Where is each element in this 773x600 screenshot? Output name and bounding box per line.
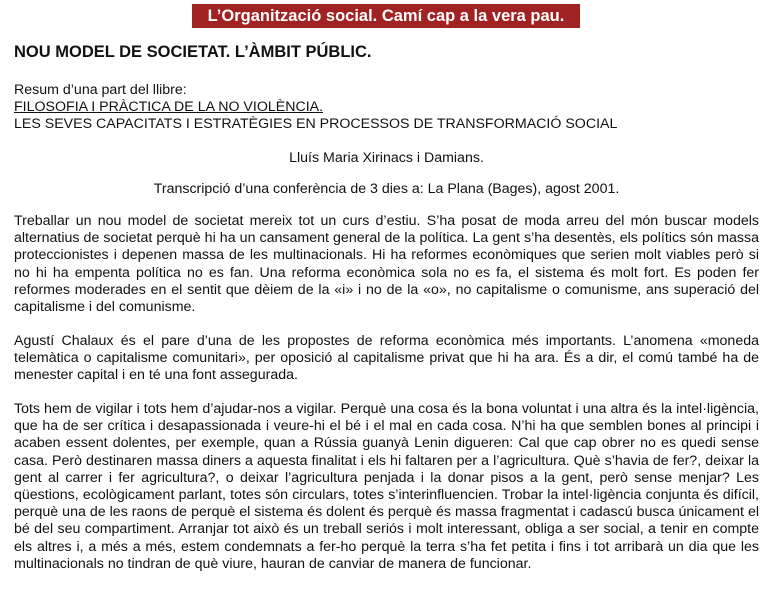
author-name: Lluís Maria Xirinacs i Damians. <box>289 150 484 166</box>
paragraph: Treballar un nou model de societat mereix tot un curs d’estiu. S’ha posat de moda arreu del món buscar models alternatius de societat perquè hi ha un cansament general de la política. La gent s’ha desentès, els polítics són massa proteccionistes i depenen massa de les multinacionals. Hi ha reformes econòmiques que serien molt viables però si no hi ha empenta política no es fan. Una reforma econòmica sola no es fa, el sistema és molt fort. Es poden fer reformes moderades en el sentit que dèiem de la «i» i no de la «o», no capitalisme o comunisme, ans superació del capitalisme i del comunisme. <box>14 213 759 316</box>
paragraph: Agustí Chalaux és el pare d’una de les propostes de reforma econòmica més importants. L’anomena «moneda telemàtica o capitalisme comunitari», per oposició al capitalisme privat que hi ha ara. És a dir, el comú també ha de menester capital i en té una font assegurada. <box>14 333 759 384</box>
book-intro: Resum d’una part del llibre: <box>14 82 187 98</box>
book-subtitle: LES SEVES CAPACITATS I ESTRATÈGIES EN PROCESSOS DE TRANSFORMACIÓ SOCIAL <box>14 116 618 132</box>
book-reference <box>14 82 617 133</box>
paragraph: Tots hem de vigilar i tots hem d’ajudar-nos a vigilar. Perquè una cosa és la bona voluntat i una altra és la intel·ligència, que ha de ser crítica i desapassionada i veure-hi el bé i el mal en cada cosa. N’hi ha que semblen bones al principi i acaben essent dolentes, per exemple, quan a Rússia guanyà Lenin digueren: Cal que cap obrer no es quedi sense casa. Però destinaren massa diners a aquesta finalitat i els hi faltaren per a l’agricultura. Què s’havia de fer?, deixar la gent al carrer i fer agricultura?, o deixar l’agricultura penjada i la donar pisos a la gent, però sense menjar? Les qüestions, ecològicament parlant, totes són circulars, totes s’interinfluencien. Trobar la intel·ligència conjunta és difícil, perquè una de les raons de perquè el sistema és dolent és perquè és massa fragmentat i cadascú busca únicament el bé del seu compartiment. Arranjar tot això és un treball seriós i molt interessant, obliga a ser social, a tenir en compte els altres i, a més a més, estem condemnats a fer-ho perquè la terra s’ha fet petita i fins i tot arribarà un dia que les multinacionals no tindran de què viure, hauran de canviar de manera de funcionar. <box>14 401 759 572</box>
header-banner: L’Organització social. Camí cap a la vera pau. <box>192 4 580 28</box>
transcript-note: Transcripció d’una conferència de 3 dies a: La Plana (Bages), agost 2001. <box>153 181 620 197</box>
book-title: FILOSOFIA I PRÀCTICA DE LA NO VIOLÈNCIA. <box>14 99 324 115</box>
page-title: NOU MODEL DE SOCIETAT. L’ÀMBIT PÚBLIC. <box>14 43 372 61</box>
